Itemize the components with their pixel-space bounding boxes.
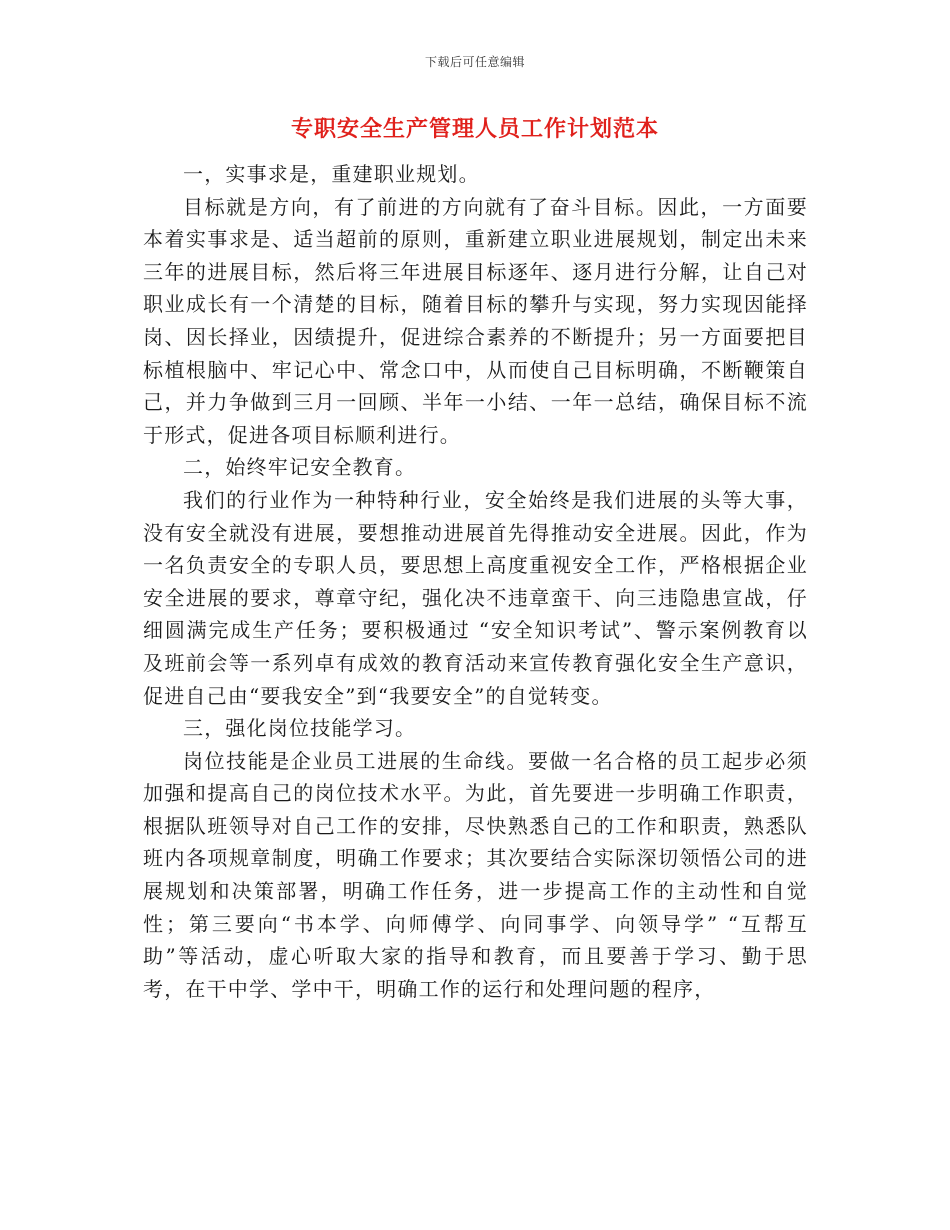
- paragraph-2: 我们的行业作为一种特种行业，安全始终是我们进展的头等大事，没有安全就没有进展，要想推动进展首先得推动安全进展。因此，作为一名负责安全的专职人员，要思想上高度重视安全工作，严格根据企业安全进展的要求，尊章守纪，强化决不违章蛮干、向三违隐患宣战，仔细圆满完成生产任务；要积极通过 “安全知识考试”、警示案例教育以及班前会等一系列卓有成效的教育活动来宣传教育强化安全生产意识，促进自己由“要我安全”到“我要安全”的自觉转变。: [143, 487, 808, 708]
- paragraph-1: 目标就是方向，有了前进的方向就有了奋斗目标。因此，一方面要本着实事求是、适当超前的原则，重新建立职业进展规划，制定出未来三年的进展目标，然后将三年进展目标逐年、逐月进行分解，让自己对职业成长有一个清楚的目标，随着目标的攀升与实现，努力实现因能择岗、因长择业，因绩提升，促进综合素养的不断提升；另一方面要把目标植根脑中、牢记心中、常念口中，从而使自己目标明确，不断鞭策自己，并力争做到三月一回顾、半年一小结、一年一总结，确保目标不流于形式，促进各项目标顺利进行。: [143, 194, 808, 447]
- header-note: 下载后可任意编辑: [424, 55, 525, 69]
- paragraph-3: 岗位技能是企业员工进展的生命线。要做一名合格的员工起步必须加强和提高自己的岗位技术水平。为此，首先要进一步明确工作职责，根据队班领导对自己工作的安排，尽快熟悉自己的工作和职责，熟悉队班内各项规章制度，明确工作要求；其次要结合实际深切领悟公司的进展规划和决策部署，明确工作任务，进一步提高工作的主动性和自觉性；第三要向“书本学、向师傅学、向同事学、向领导学” “互帮互助”等活动，虚心听取大家的指导和教育，而且要善于学习、勤于思考，在干中学、学中干，明确工作的运行和处理问题的程序，: [143, 748, 808, 1001]
- section-heading-3: 三，强化岗位技能学习。: [183, 716, 417, 741]
- document-title: 专职安全生产管理人员工作计划范本: [290, 116, 659, 142]
- section-heading-1: 一，实事求是，重建职业规划。: [183, 162, 480, 186]
- document-body: [143, 158, 808, 1005]
- section-heading-2: 二，始终牢记安全教育。: [183, 455, 417, 480]
